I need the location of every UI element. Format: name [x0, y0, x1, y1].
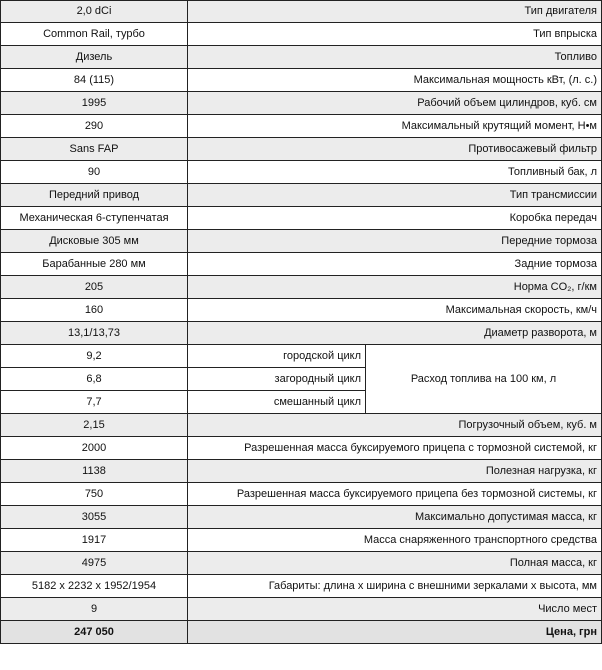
price-label: Цена, грн [188, 621, 602, 644]
fuel-value: 7,7 [1, 391, 188, 414]
spec-value: 90 [1, 161, 188, 184]
table-row [1, 460, 602, 483]
fuel-cycle-label: смешанный цикл [188, 391, 366, 414]
spec-label: Топливо [188, 46, 602, 69]
spec-value: 4975 [1, 552, 188, 575]
price-value: 247 050 [1, 621, 188, 644]
table-row [1, 253, 602, 276]
spec-value: 290 [1, 115, 188, 138]
spec-value: 1995 [1, 92, 188, 115]
table-row [1, 69, 602, 92]
spec-value: Дисковые 305 мм [1, 230, 188, 253]
table-row [1, 299, 602, 322]
table-row [1, 506, 602, 529]
spec-value: Common Rail, турбо [1, 23, 188, 46]
spec-value: 9 [1, 598, 188, 621]
table-row [1, 414, 602, 437]
spec-label: Противосажевый фильтр [188, 138, 602, 161]
spec-label: Максимальная мощность кВт, (л. с.) [188, 69, 602, 92]
table-row [1, 529, 602, 552]
table-row [1, 92, 602, 115]
table-row [1, 1, 602, 23]
spec-value: 2000 [1, 437, 188, 460]
spec-label: Тип впрыска [188, 23, 602, 46]
spec-value: 84 (115) [1, 69, 188, 92]
spec-label: Максимальный крутящий момент, Н•м [188, 115, 602, 138]
spec-value: 750 [1, 483, 188, 506]
fuel-cycle-label: загородный цикл [188, 368, 366, 391]
table-row [1, 115, 602, 138]
spec-label: Задние тормоза [188, 253, 602, 276]
spec-label: Норма CO₂, г/км [188, 276, 602, 299]
spec-value: 5182 x 2232 x 1952/1954 [1, 575, 188, 598]
spec-value: 2,0 dCi [1, 1, 188, 23]
table-row [1, 598, 602, 621]
spec-label: Коробка передач [188, 207, 602, 230]
spec-label: Топливный бак, л [188, 161, 602, 184]
spec-label: Рабочий объем цилиндров, куб. см [188, 92, 602, 115]
table-row [1, 161, 602, 184]
table-row [1, 575, 602, 598]
spec-value: 205 [1, 276, 188, 299]
table-row [1, 23, 602, 46]
table-row [1, 437, 602, 460]
spec-label: Полезная нагрузка, кг [188, 460, 602, 483]
table-row [1, 483, 602, 506]
table-row [1, 46, 602, 69]
spec-label: Максимально допустимая масса, кг [188, 506, 602, 529]
spec-value: Передний привод [1, 184, 188, 207]
spec-label: Максимальная скорость, км/ч [188, 299, 602, 322]
spec-value: 3055 [1, 506, 188, 529]
spec-value: Sans FAP [1, 138, 188, 161]
spec-value: Барабанные 280 мм [1, 253, 188, 276]
table-row [1, 138, 602, 161]
spec-value: 1917 [1, 529, 188, 552]
spec-label: Передние тормоза [188, 230, 602, 253]
fuel-consumption-header: Расход топлива на 100 км, л [366, 345, 602, 414]
table-row [1, 552, 602, 575]
price-row [1, 621, 602, 644]
table-row [1, 207, 602, 230]
fuel-row [1, 345, 602, 368]
table-row [1, 322, 602, 345]
spec-value: Дизель [1, 46, 188, 69]
fuel-value: 6,8 [1, 368, 188, 391]
spec-label: Разрешенная масса буксируемого прицепа без тормозной системы, кг [188, 483, 602, 506]
spec-value: 13,1/13,73 [1, 322, 188, 345]
fuel-value: 9,2 [1, 345, 188, 368]
table-row [1, 184, 602, 207]
fuel-cycle-label: городской цикл [188, 345, 366, 368]
spec-label: Число мест [188, 598, 602, 621]
spec-label: Разрешенная масса буксируемого прицепа с тормозной системой, кг [188, 437, 602, 460]
spec-label: Тип трансмиссии [188, 184, 602, 207]
spec-label: Тип двигателя [188, 1, 602, 23]
spec-value: 1138 [1, 460, 188, 483]
spec-value: 2,15 [1, 414, 188, 437]
table-row [1, 230, 602, 253]
spec-label: Масса снаряженного транспортного средства [188, 529, 602, 552]
spec-label: Полная масса, кг [188, 552, 602, 575]
spec-label: Погрузочный объем, куб. м [188, 414, 602, 437]
spec-label: Диаметр разворота, м [188, 322, 602, 345]
spec-value: 160 [1, 299, 188, 322]
spec-label: Габариты: длина x ширина с внешними зеркалами x высота, мм [188, 575, 602, 598]
spec-value: Механическая 6-ступенчатая [1, 207, 188, 230]
table-row [1, 276, 602, 299]
